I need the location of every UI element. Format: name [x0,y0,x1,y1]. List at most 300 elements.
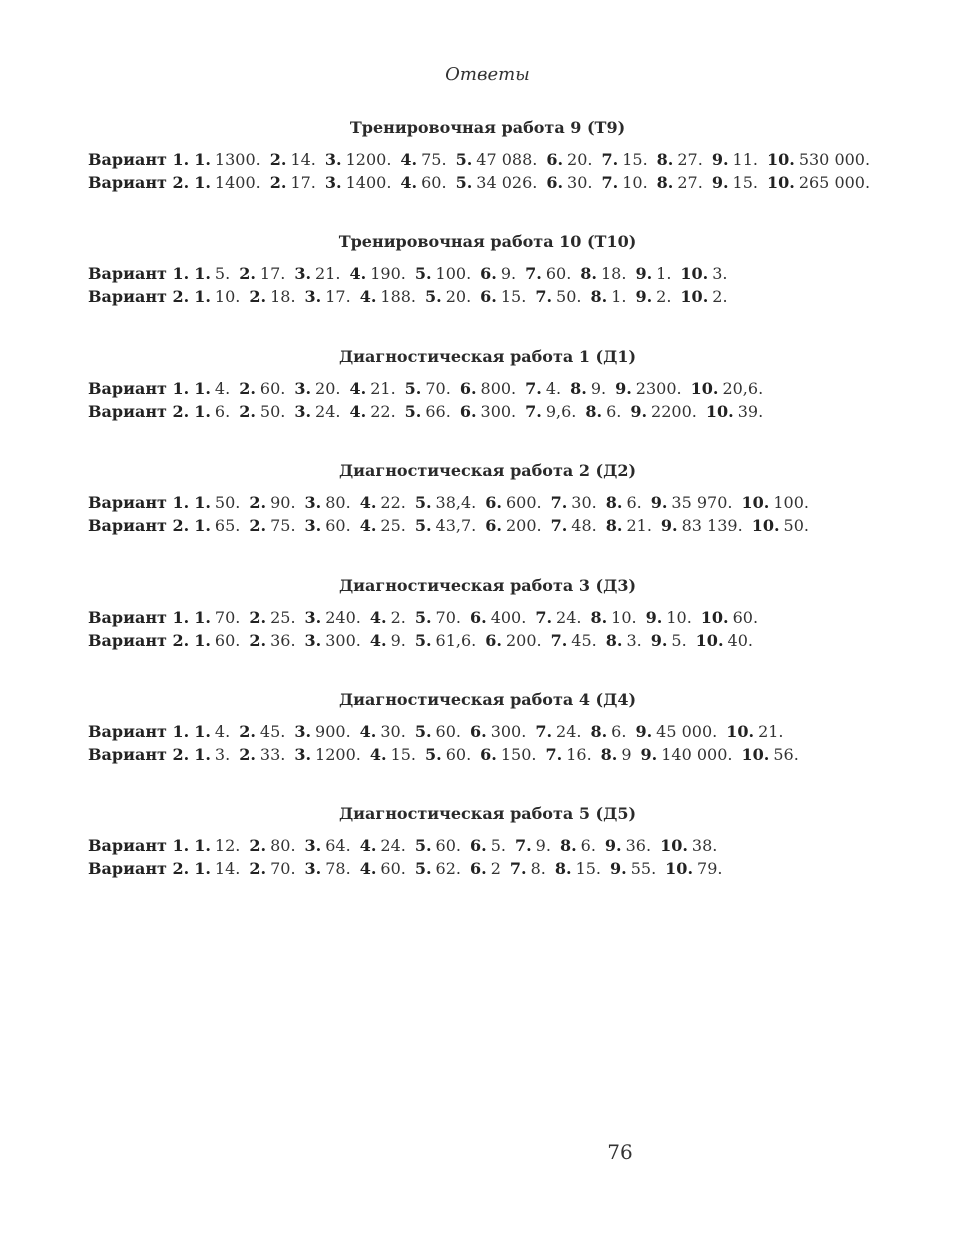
answer-number: 9. [650,493,668,512]
answer-number: 1. [194,516,211,535]
answer-number: 8. [570,379,587,398]
answer-number: 9. [635,264,653,283]
answer-value: 10. [611,608,637,627]
section-title: Тренировочная работа 9 (Т9) [349,118,626,137]
answer-number: 4. [359,859,377,878]
answer-number: 10. [726,722,755,741]
answer-value: 6. [580,836,596,855]
variant-row [88,834,908,857]
variant-row [88,514,908,537]
answer-value: 79. [697,859,723,878]
answer-number: 4. [400,173,418,192]
variant-row [88,629,908,652]
answer-value: 60. [214,631,241,650]
answer-number: 6. [480,745,497,764]
answer-number: 5. [414,608,432,627]
answer-value: 21. [758,722,784,741]
answer-number: 4. [359,516,377,535]
answer-section [88,118,908,194]
answer-number: 6. [470,859,487,878]
answer-number: 8. [559,836,577,855]
answer-value: 36. [625,836,652,855]
answer-number: 7. [525,379,542,398]
answer-number: 8. [605,516,623,535]
answer-value: 50. [259,402,286,421]
answer-value: 27. [677,150,703,169]
answer-value: 600. [505,493,542,512]
answer-number: 3. [304,608,322,627]
answer-number: 5. [414,722,432,741]
variant-label: Вариант 1. [88,608,190,627]
answer-number: 10. [690,379,719,398]
answer-value: 2. [712,287,728,306]
answer-value: 17. [325,287,351,306]
answer-section [88,804,908,880]
answer-value: 61,6. [435,631,477,650]
answer-value: 45 000. [656,722,718,741]
answer-value: 18. [600,264,627,283]
answer-value: 6. [611,722,627,741]
answer-number: 10. [766,173,795,192]
answer-number: 4. [349,264,367,283]
section-title: Диагностическая работа 4 (Д4) [338,690,637,709]
answer-number: 6. [485,516,502,535]
answer-number: 3. [294,379,312,398]
answer-value: 1. [656,264,672,283]
answer-value: 43,7. [435,516,477,535]
variant-row [88,377,908,400]
answer-value: 5. [671,631,687,650]
answer-number: 6. [459,402,477,421]
answer-value: 240. [325,608,361,627]
answer-value: 38. [691,836,718,855]
answer-value: 2. [656,287,672,306]
answer-value: 60. [445,745,472,764]
answer-value: 20. [567,150,593,169]
answer-number: 5. [455,173,473,192]
answer-number: 3. [324,150,342,169]
answer-value: 64. [325,836,351,855]
section-title: Диагностическая работа 2 (Д2) [338,461,637,480]
answer-value: 15. [390,745,417,764]
answer-number: 3. [304,859,322,878]
answer-value: 50. [214,493,241,512]
answer-value: 21. [626,516,652,535]
answer-value: 36. [270,631,296,650]
answer-value: 83 139. [681,516,743,535]
answer-value: 48. [571,516,597,535]
answer-section [88,576,908,652]
answer-value: 22. [370,402,396,421]
answer-value: 100. [773,493,809,512]
answer-number: 9. [645,608,663,627]
answer-number: 10. [741,745,770,764]
answer-number: 1. [194,859,211,878]
answer-number: 4. [369,631,387,650]
answer-number: 6. [546,173,564,192]
answer-number: 10. [700,608,729,627]
answer-number: 2. [239,379,256,398]
answer-value: 4. [214,379,231,398]
answer-number: 8. [600,745,618,764]
answer-number: 7. [535,608,553,627]
answer-number: 1. [194,287,211,306]
answer-value: 60. [259,379,286,398]
answer-value: 24. [380,836,406,855]
answer-number: 8. [656,150,674,169]
answer-value: 400. [490,608,527,627]
answer-number: 2. [239,722,256,741]
answer-value: 50. [556,287,582,306]
section-title: Тренировочная работа 10 (Т10) [338,232,637,251]
answer-number: 8. [554,859,572,878]
answer-number: 9. [650,631,668,650]
answer-value: 27. [677,173,703,192]
variant-label: Вариант 2. [88,859,190,878]
answer-value: 55. [630,859,657,878]
answer-value: 9 [621,745,632,764]
answer-value: 800. [480,379,517,398]
answer-value: 40. [727,631,753,650]
answer-number: 5. [404,402,422,421]
answer-value: 56. [773,745,799,764]
answer-number: 3. [304,493,322,512]
variant-label: Вариант 1. [88,379,190,398]
answer-number: 4. [359,287,377,306]
answer-number: 1. [194,150,211,169]
answer-number: 5. [404,379,422,398]
answer-number: 1. [194,264,211,283]
answer-number: 3. [294,722,312,741]
answer-value: 1200. [315,745,361,764]
answer-value: 150. [500,745,537,764]
variant-row [88,720,908,743]
answer-number: 3. [304,836,322,855]
answer-value: 47 088. [476,150,538,169]
answer-number: 9. [711,150,729,169]
answer-value: 10. [666,608,692,627]
answer-value: 265 000. [798,173,871,192]
answer-value: 39. [737,402,764,421]
answer-number: 4. [369,608,387,627]
answer-value: 20. [445,287,472,306]
answer-value: 4. [545,379,562,398]
answer-number: 10. [705,402,734,421]
answer-number: 7. [509,859,527,878]
answer-number: 6. [470,836,487,855]
answer-number: 2. [249,493,267,512]
answer-value: 45. [259,722,286,741]
answer-value: 2. [390,608,406,627]
answer-value: 45. [571,631,597,650]
answer-value: 14. [214,859,241,878]
answer-number: 9. [630,402,648,421]
answer-value: 12. [214,836,241,855]
answer-section [88,690,908,766]
answer-value: 75. [421,150,447,169]
section-title: Диагностическая работа 1 (Д1) [338,347,637,366]
answer-number: 10. [695,631,724,650]
answer-number: 9. [610,859,627,878]
answer-value: 2 [490,859,501,878]
variant-row [88,171,908,194]
answer-number: 6. [485,631,502,650]
answer-value: 530 000. [798,150,871,169]
answer-number: 7. [550,516,568,535]
answer-value: 33. [259,745,286,764]
answer-number: 2. [239,264,256,283]
answer-value: 17. [290,173,316,192]
answer-number: 6. [480,264,497,283]
answer-number: 10. [751,516,780,535]
answer-number: 4. [349,402,367,421]
answer-number: 5. [414,493,432,512]
answer-number: 1. [194,402,211,421]
variant-row [88,400,908,423]
answer-value: 90. [270,493,296,512]
answer-number: 8. [580,264,597,283]
answer-number: 6. [459,379,477,398]
answer-value: 2200. [651,402,697,421]
answer-value: 50. [783,516,809,535]
answer-value: 3. [712,264,728,283]
answer-number: 10. [660,836,688,855]
answer-value: 65. [214,516,241,535]
answer-value: 9. [590,379,607,398]
answer-value: 100. [435,264,472,283]
variant-label: Вариант 2. [88,402,190,421]
answer-value: 188. [380,287,417,306]
page-number: 76 [607,1140,633,1164]
answer-value: 30. [567,173,593,192]
answer-number: 1. [194,836,211,855]
answer-value: 200. [505,631,542,650]
answer-number: 9. [635,722,653,741]
variant-label: Вариант 2. [88,631,190,650]
variant-label: Вариант 2. [88,173,190,192]
answer-number: 10. [766,150,795,169]
answer-value: 9. [500,264,517,283]
answer-value: 38,4. [435,493,477,512]
answer-value: 25. [380,516,406,535]
answer-value: 10. [214,287,241,306]
answer-number: 7. [545,745,563,764]
answer-value: 8. [530,859,546,878]
answer-number: 9. [711,173,729,192]
answer-number: 1. [194,745,211,764]
answer-number: 5. [414,516,432,535]
variant-label: Вариант 1. [88,150,190,169]
answer-value: 6. [626,493,642,512]
answer-number: 3. [304,287,322,306]
answer-number: 2. [249,859,267,878]
answer-number: 7. [550,493,568,512]
answer-value: 60. [545,264,572,283]
answer-number: 3. [304,631,322,650]
answer-number: 9. [635,287,653,306]
answer-number: 6. [480,287,497,306]
answer-value: 70. [270,859,296,878]
answer-value: 22. [380,493,406,512]
answer-number: 1. [194,608,211,627]
answer-value: 11. [732,150,758,169]
answer-value: 6. [606,402,622,421]
answer-number: 8. [590,722,608,741]
answer-section [88,461,908,537]
answer-number: 4. [349,379,367,398]
answer-number: 7. [535,722,553,741]
answer-number: 6. [546,150,564,169]
answer-value: 70. [435,608,461,627]
answer-value: 80. [325,493,351,512]
answer-value: 24. [556,608,582,627]
answer-value: 200. [505,516,542,535]
answer-number: 7. [525,264,542,283]
section-title: Диагностическая работа 3 (Д3) [338,576,637,595]
answer-number: 5. [414,836,432,855]
variant-row [88,857,908,880]
answer-number: 1. [194,722,211,741]
answer-number: 2. [249,516,267,535]
answer-value: 70. [425,379,451,398]
answer-number: 4. [359,493,377,512]
answer-value: 1300. [214,150,261,169]
answer-value: 9. [535,836,551,855]
answer-value: 140 000. [661,745,733,764]
answer-value: 300. [490,722,527,741]
answer-value: 24. [315,402,341,421]
answer-number: 4. [369,745,387,764]
answer-value: 14. [290,150,316,169]
answer-number: 9. [604,836,622,855]
answer-value: 900. [315,722,351,741]
answer-number: 6. [469,722,487,741]
answer-number: 3. [294,264,312,283]
answer-number: 10. [665,859,694,878]
answer-value: 80. [270,836,296,855]
answer-number: 8. [590,287,608,306]
answer-number: 4. [359,722,377,741]
variant-label: Вариант 1. [88,493,190,512]
answer-value: 9. [390,631,406,650]
answer-value: 35 970. [671,493,733,512]
answer-value: 20,6. [722,379,764,398]
answer-number: 1. [194,631,211,650]
answer-value: 30. [380,722,406,741]
answer-value: 15. [732,173,758,192]
answer-value: 60. [421,173,447,192]
answer-value: 5. [214,264,231,283]
answer-number: 4. [359,836,377,855]
answer-number: 2. [249,287,267,306]
answer-number: 6. [469,608,487,627]
answer-value: 15. [575,859,602,878]
answer-number: 2. [269,173,287,192]
answer-value: 1400. [214,173,261,192]
answer-number: 8. [590,608,608,627]
answer-value: 60. [435,836,461,855]
answer-number: 2. [249,836,267,855]
answer-value: 75. [270,516,296,535]
answer-value: 24. [556,722,582,741]
variant-label: Вариант 2. [88,287,190,306]
answer-number: 8. [656,173,674,192]
answer-value: 62. [435,859,461,878]
answer-number: 9. [640,745,658,764]
answer-number: 5. [414,859,432,878]
answer-number: 2. [249,631,267,650]
answer-value: 70. [214,608,241,627]
answer-value: 16. [566,745,592,764]
variant-label: Вариант 2. [88,516,190,535]
answer-value: 300. [480,402,517,421]
variant-row [88,491,908,514]
variant-row [88,262,908,285]
answer-value: 30. [571,493,597,512]
answer-value: 66. [425,402,451,421]
answer-number: 7. [525,402,542,421]
answer-number: 2. [239,402,256,421]
answer-value: 1. [611,287,627,306]
answer-value: 2300. [635,379,682,398]
answer-section [88,347,908,423]
answer-number: 3. [304,516,322,535]
answer-number: 2. [269,150,287,169]
answer-value: 34 026. [476,173,538,192]
variant-label: Вариант 1. [88,836,190,855]
answer-number: 8. [605,493,623,512]
answer-value: 3. [626,631,642,650]
answer-value: 21. [315,264,341,283]
variant-row [88,148,908,171]
answer-value: 60. [732,608,759,627]
answer-value: 1200. [345,150,392,169]
answer-value: 60. [380,859,406,878]
variant-row [88,285,908,308]
answer-value: 25. [270,608,296,627]
answer-value: 5. [490,836,506,855]
answer-value: 18. [270,287,296,306]
variant-row [88,743,908,766]
answer-value: 6. [214,402,231,421]
answer-value: 4. [214,722,231,741]
section-title: Диагностическая работа 5 (Д5) [338,804,637,823]
answer-number: 1. [194,493,211,512]
answer-number: 2. [249,608,267,627]
variant-label: Вариант 1. [88,264,190,283]
answer-value: 21. [370,379,396,398]
answer-number: 8. [585,402,603,421]
answer-value: 20. [315,379,341,398]
answer-number: 5. [425,287,442,306]
answer-value: 15. [622,150,648,169]
answer-number: 3. [294,402,312,421]
answer-value: 60. [435,722,461,741]
page-header: Ответы [445,64,530,85]
answer-number: 10. [680,264,709,283]
answer-number: 5. [455,150,473,169]
answer-value: 10. [622,173,648,192]
answer-section [88,232,908,308]
answer-number: 8. [605,631,623,650]
answer-number: 5. [414,264,432,283]
answer-value: 3. [214,745,231,764]
answer-number: 4. [400,150,418,169]
answer-number: 3. [294,745,312,764]
answer-number: 9. [615,379,632,398]
answer-number: 7. [601,150,619,169]
answer-value: 1400. [345,173,392,192]
